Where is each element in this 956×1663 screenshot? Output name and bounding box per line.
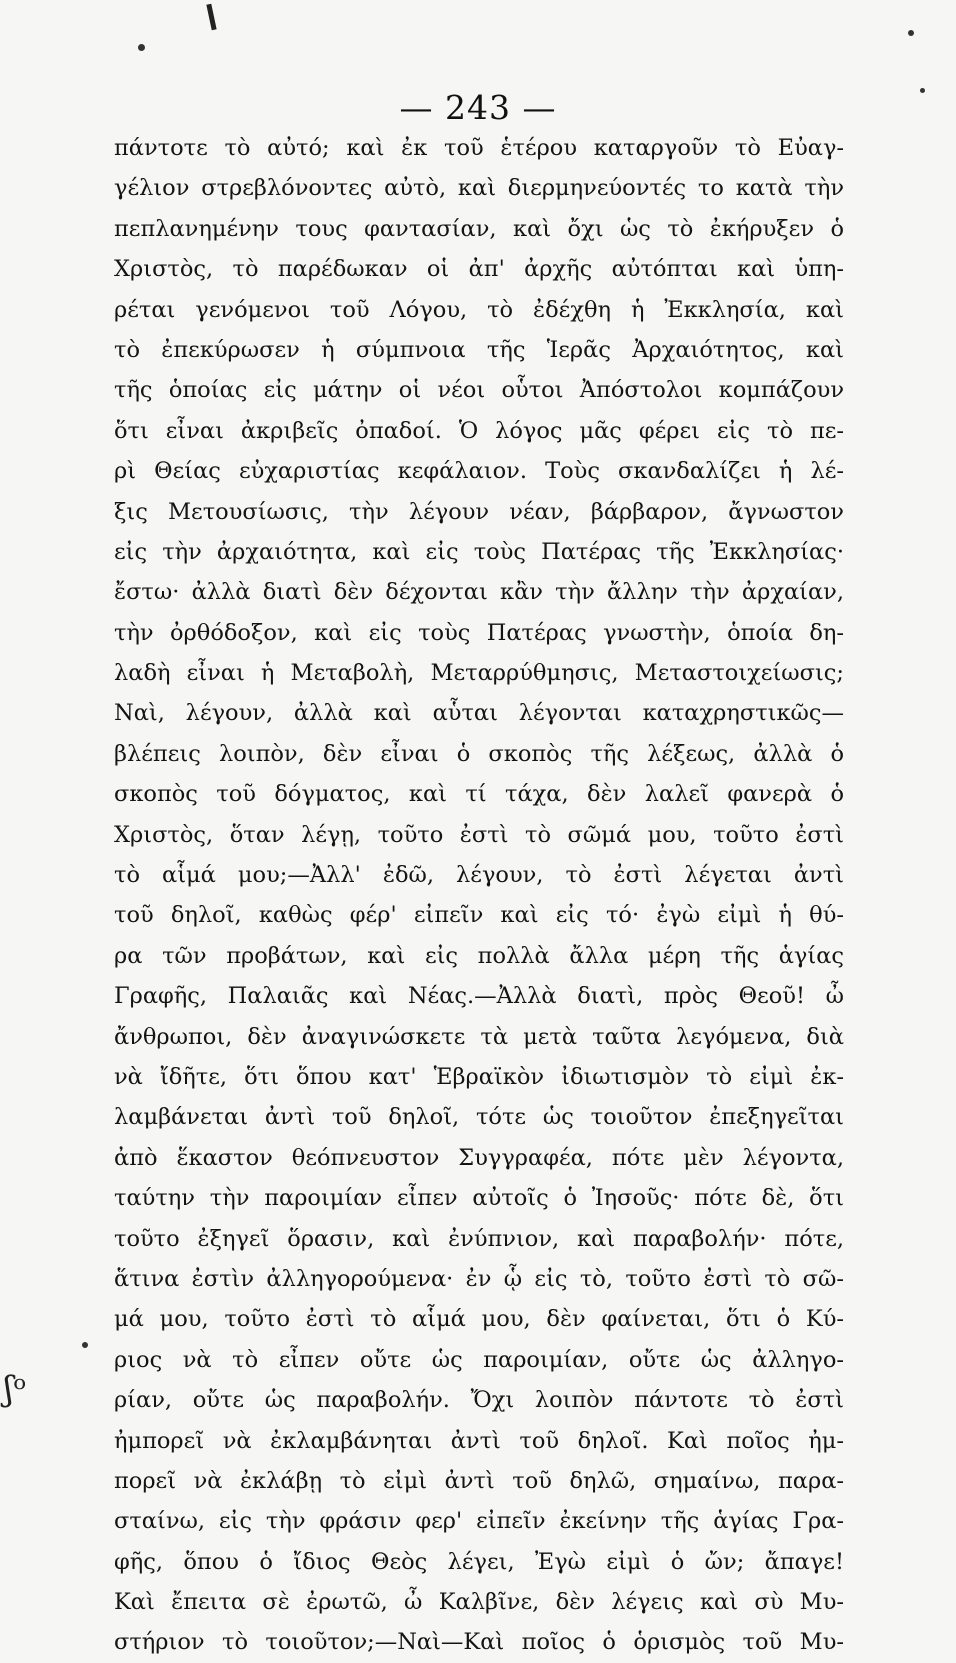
text-line: τῆς ὁποίας εἰς μάτην οἱ νέοι οὗτοι Ἀπόστολοι κομπάζουν: [114, 377, 844, 404]
text-line: ρὶ Θείας εὐχαριστίας κεφάλαιον. Τοὺς σκανδαλίζει ἡ λέ-: [114, 458, 844, 485]
ink-dot: [82, 1342, 88, 1348]
ink-dot: [138, 44, 145, 51]
text-line: φῆς, ὅπου ὁ ἴδιος Θεὸς λέγει, Ἐγὼ εἰμὶ ὁ ὤν; ἄπαγε!: [114, 1548, 844, 1575]
text-line: μά μου, τοῦτο ἐστὶ τὸ αἷμά μου, δὲν φαίνεται, ὅτι ὁ Κύ-: [114, 1306, 844, 1333]
body-text: [114, 128, 844, 1663]
text-line: ἀπὸ ἕκαστον θεόπνευστον Συγγραφέα, πότε μὲν λέγοντα,: [114, 1144, 844, 1171]
text-line: ξις Μετουσίωσις, τὴν λέγουν νέαν, βάρβαρον, ἄγνωστον: [114, 498, 844, 525]
text-line: γέλιον στρεβλόνοντες αὐτὸ, καὶ διερμηνεύοντές το κατὰ τὴν: [114, 175, 844, 202]
text-line: ἄνθρωποι, δὲν ἀναγινώσκετε τὰ μετὰ ταῦτα λεγόμενα, διὰ: [114, 1023, 844, 1050]
text-line: Χριστὸς, ὅταν λέγῃ, τοῦτο ἐστὶ τὸ σῶμά μου, τοῦτο ἐστὶ: [114, 821, 844, 848]
margin-handwriting: ʃᵒ: [4, 1369, 27, 1409]
text-line: ἅτινα ἐστὶν ἀλληγορούμενα· ἐν ᾧ εἰς τὸ, τοῦτο ἐστὶ τὸ σῶ-: [114, 1265, 844, 1292]
text-line: σκοπὸς τοῦ δόγματος, καὶ τί τάχα, δὲν λαλεῖ φανερὰ ὁ: [114, 781, 844, 808]
text-line: τὸ αἷμά μου;—Ἀλλ' ἐδῶ, λέγουν, τὸ ἐστὶ λέγεται ἀντὶ: [114, 862, 844, 889]
text-line: ἠμπορεῖ νὰ ἐκλαμβάνηται ἀντὶ τοῦ δηλοῖ. Καὶ ποῖος ἠμ-: [114, 1427, 844, 1454]
text-line: τὸ ἐπεκύρωσεν ἡ σύμπνοια τῆς Ἱερᾶς Ἀρχαιότητος, καὶ: [114, 336, 844, 363]
text-line: σταίνω, εἰς τὴν φράσιν φερ' εἰπεῖν ἐκείνην τῆς ἁγίας Γρα-: [114, 1508, 844, 1535]
text-line: τοῦ δηλοῖ, καθὼς φέρ' εἰπεῖν καὶ εἰς τό· ἐγὼ εἰμὶ ἡ θύ-: [114, 902, 844, 929]
text-line: ἔστω· ἀλλὰ διατὶ δὲν δέχονται κἂν τὴν ἄλλην τὴν ἀρχαίαν,: [114, 579, 844, 606]
text-line: πάντοτε τὸ αὐτό; καὶ ἐκ τοῦ ἑτέρου καταργοῦν τὸ Εὐαγ-: [114, 135, 844, 161]
text-line: τὴν ὀρθόδοξον, καὶ εἰς τοὺς Πατέρας γνωστὴν, ὁποία δη-: [114, 619, 844, 646]
ink-dot: [908, 30, 914, 36]
text-line: πορεῖ νὰ ἐκλάβῃ τὸ εἰμὶ ἀντὶ τοῦ δηλῶ, σημαίνω, παρα-: [114, 1467, 844, 1494]
text-line: εἰς τὴν ἀρχαιότητα, καὶ εἰς τοὺς Πατέρας τῆς Ἐκκλησίας·: [114, 538, 844, 565]
text-line: ὅτι εἶναι ἀκριβεῖς ὀπαδοί. Ὁ λόγος μᾶς φέρει εἰς τὸ πε-: [114, 417, 844, 444]
text-line: Χριστὸς, τὸ παρέδωκαν οἱ ἀπ' ἀρχῆς αὐτόπται καὶ ὑπη-: [114, 256, 844, 283]
text-line: ρα τῶν προβάτων, καὶ εἰς πολλὰ ἄλλα μέρη τῆς ἁγίας: [114, 942, 844, 969]
text-line: πεπλανημένην τους φαντασίαν, καὶ ὄχι ὡς τὸ ἐκήρυξεν ὁ: [114, 215, 844, 242]
text-line: στήριον τὸ τοιοῦτον;—Ναὶ—Καὶ ποῖος ὁ ὁρισμὸς τοῦ Μυ-: [114, 1629, 844, 1656]
text-line: λαμβάνεται ἀντὶ τοῦ δηλοῖ, τότε ὡς τοιοῦτον ἐπεξηγεῖται: [114, 1104, 844, 1131]
text-line: τοῦτο ἐξηγεῖ ὅρασιν, καὶ ἐνύπνιον, καὶ παραβολήν· πότε,: [114, 1225, 844, 1252]
text-line: ρέται γενόμενοι τοῦ Λόγου, τὸ ἐδέχθη ἡ Ἐκκλησία, καὶ: [114, 296, 844, 323]
ink-mark: [206, 4, 216, 30]
text-line: λαδὴ εἶναι ἡ Μεταβολὴ, Μεταρρύθμησις, Μεταστοιχείωσις;: [114, 660, 844, 687]
text-line: ρίαν, οὔτε ὡς παραβολήν. Ὄχι λοιπὸν πάντοτε τὸ ἐστὶ: [114, 1387, 844, 1414]
text-line: Καὶ ἔπειτα σὲ ἐρωτῶ, ὦ Καλβῖνε, δὲν λέγεις καὶ σὺ Μυ-: [114, 1589, 844, 1616]
text-line: ταύτην τὴν παροιμίαν εἶπεν αὐτοῖς ὁ Ἰησοῦς· πότε δὲ, ὅτι: [114, 1185, 844, 1212]
page-number: — 243 —: [399, 88, 557, 127]
text-line: βλέπεις λοιπὸν, δὲν εἶναι ὁ σκοπὸς τῆς λέξεως, ἀλλὰ ὁ: [114, 740, 844, 767]
text-line: Ναὶ, λέγουν, ἀλλὰ καὶ αὗται λέγονται καταχρηστικῶς—: [114, 700, 844, 727]
text-line: ριος νὰ τὸ εἶπεν οὔτε ὡς παροιμίαν, οὔτε ὡς ἀλληγο-: [114, 1346, 844, 1373]
text-line: νὰ ἴδῆτε, ὅτι ὅπου κατ' Ἑβραϊκὸν ἰδιωτισμὸν τὸ εἰμὶ ἐκ-: [114, 1063, 844, 1090]
text-line: Γραφῆς, Παλαιᾶς καὶ Νέας.—Ἀλλὰ διατὶ, πρὸς Θεοῦ! ὦ: [114, 983, 844, 1010]
